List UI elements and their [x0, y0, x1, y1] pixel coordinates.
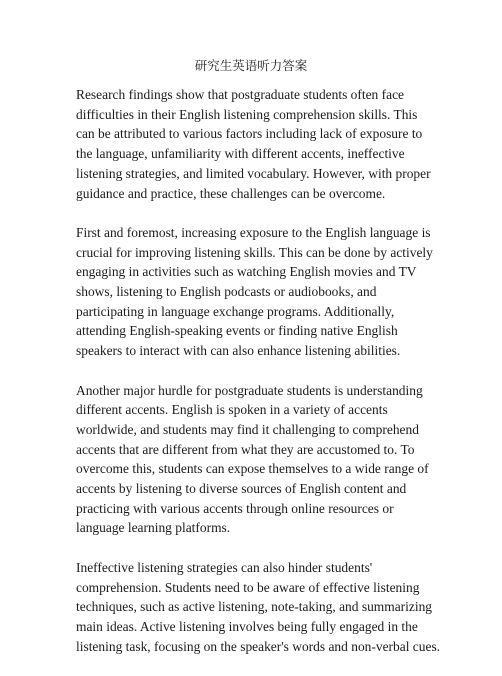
paragraph-line: Another major hurdle for postgraduate students is understanding [76, 382, 423, 398]
paragraph-2 [76, 223, 433, 361]
document-title: 研究生英语听力答案 [194, 58, 308, 73]
paragraph-line: shows, listening to English podcasts or audiobooks, and [76, 284, 377, 300]
paragraph-line: First and foremost, increasing exposure to the English language is [76, 224, 431, 240]
paragraph-line: guidance and practice, these challenges can be overcome. [76, 185, 386, 201]
paragraph-line: attending English-speaking events or finding native English [76, 323, 398, 339]
paragraph-4 [76, 558, 441, 657]
paragraph-line: language learning platforms. [76, 520, 231, 536]
paragraph-line: participating in language exchange programs. Additionally, [76, 303, 395, 319]
paragraph-line: accents that are different from what they are accustomed to. To [76, 441, 415, 457]
paragraph-1 [76, 85, 431, 203]
paragraph-line: overcome this, students can expose themselves to a wide range of [76, 461, 429, 477]
paragraph-line: speakers to interact with can also enhance listening abilities. [76, 343, 401, 359]
paragraph-line: listening task, focusing on the speaker's words and non-verbal cues. [76, 638, 441, 654]
paragraph-3 [76, 381, 428, 539]
paragraph-line: accents by listening to diverse sources of English content and [76, 481, 407, 497]
paragraph-line: techniques, such as active listening, note-taking, and summarizing [76, 599, 433, 615]
paragraph-line: main ideas. Active listening involves being fully engaged in the [76, 618, 418, 634]
paragraph-line: Research findings show that postgraduate students often face [76, 87, 405, 102]
paragraph-line: worldwide, and students may find it challenging to comprehend [76, 421, 419, 437]
paragraph-line: Ineffective listening strategies can also hinder students' [76, 559, 373, 575]
paragraph-line: listening strategies, and limited vocabulary. However, with proper [76, 165, 431, 181]
paragraph-line: difficulties in their English listening comprehension skills. This [76, 106, 418, 122]
paragraph-line: engaging in activities such as watching English movies and TV [76, 264, 417, 280]
paragraph-line: crucial for improving listening skills. This can be done by actively [76, 244, 433, 260]
paragraph-line: the language, unfamiliarity with different accents, ineffective [76, 146, 405, 162]
document-body [76, 85, 441, 676]
paragraph-line: comprehension. Students need to be aware of effective listening [76, 579, 420, 595]
paragraph-line: practicing with various accents through online resources or [76, 500, 394, 516]
paragraph-line: different accents. English is spoken in a variety of accents [76, 402, 388, 418]
paragraph-line: can be attributed to various factors including lack of exposure to [76, 126, 423, 142]
